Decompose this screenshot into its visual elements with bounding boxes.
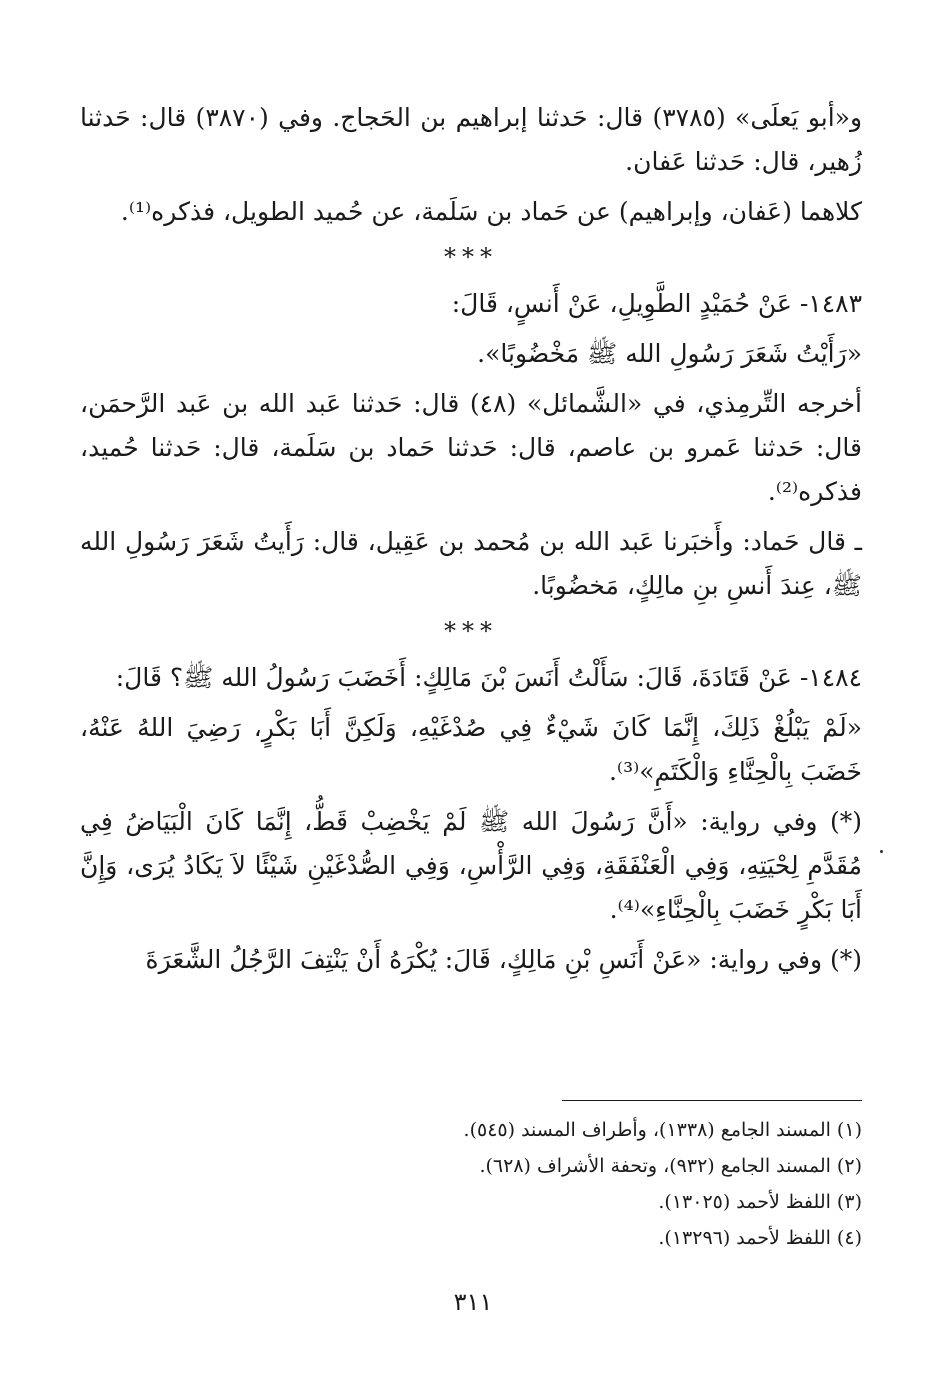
hadith-heading: ١٤٨٤- عَنْ قَتَادَةَ، قَالَ: سَأَلْتُ أَنَسَ بْنَ مَالِكٍ: أَخَضَبَ رَسُولُ الله ﷺ؟ قَالَ:: [115, 663, 862, 692]
narration-variant: (*) وفي رواية: «أَنَّ رَسُولَ الله ﷺ لَمْ يَخْضِبْ قَطُّ، إِنَّمَا كَانَ الْبَيَاضُ فِي مُقَدَّمِ لِحْيَتِهِ، وَفِي الْعَنْفَقَةِ، وَفِي الرَّأْسِ، وَفِي الصُّدْغَيْنِ شَيْئًا لاَ يَكَادُ يُرَى، وَإِنَّ أَبَا بَكْرٍ خَضَبَ بِالْحِنَّاءِ»⁽⁴⁾.: [80, 807, 862, 924]
paragraph: ـ قال حَماد: وأَخبَرنا عَبد الله بن مُحمد بن عَقِيل، قال: رَأَيتُ شَعَرَ رَسُولِ الله ﷺ، عِندَ أَنسِ بنِ مالِكٍ، مَخضُوبًا.: [80, 527, 862, 600]
section-separator: ***: [444, 243, 498, 271]
footnote: (٣) اللفظ لأحمد (١٣٠٢٥).: [658, 1191, 862, 1213]
hadith-heading: ١٤٨٣- عَنْ حُمَيْدٍ الطَّوِيلِ، عَنْ أَنسٍ، قَالَ:: [451, 289, 862, 318]
paragraph: كلاهما (عَفان، وإبراهيم) عن حَماد بن سَلَمة، عن حُميد الطويل، فذكره⁽¹⁾.: [120, 197, 862, 226]
paragraph: أخرجه التِّرمِذي، في «الشَّمائل» (٤٨) قال: حَدثنا عَبد الله بن عَبد الرَّحمَن، قال: حَدثنا عَمرو بن عاصم، قال: حَدثنا حَماد بن سَلَمة، قال: حَدثنا حُميد، فذكره⁽²⁾.: [80, 389, 862, 506]
section-separator: ***: [444, 617, 498, 645]
paragraph: و«أبو يَعلَى» (٣٧٨٥) قال: حَدثنا إبراهيم بن الحَجاج. وفي (٣٨٧٠) قال: حَدثنا زُهير، قال: حَدثنا عَفان.: [80, 103, 863, 176]
footnotes: [80, 1112, 862, 1256]
footnote: (٤) اللفظ لأحمد (١٣٢٩٦).: [658, 1227, 862, 1249]
page-number: ٣١١: [453, 1288, 493, 1316]
footnote: (١) المسند الجامع (١٣٣٨)، وأطراف المسند (٥٤٥).: [463, 1119, 862, 1141]
scan-speck: [880, 850, 883, 853]
narration-variant: (*) وفي رواية: «عَنْ أَنَسِ بْنِ مَالِكٍ، قَالَ: يُكْرَهُ أَنْ يَنْتِفَ الرَّجُلُ الشَّعَرَةَ: [145, 945, 862, 974]
hadith-text: «لَمْ يَبْلُغْ ذَلِكَ، إِنَّمَا كَانَ شَيْءٌ فِي صُدْغَيْهِ، وَلَكِنَّ أَبَا بَكْرٍ، رَضِيَ اللهُ عَنْهُ، خَضَبَ بِالْحِنَّاءِ وَالْكَتَمِ»⁽³⁾.: [80, 713, 862, 786]
footnote: (٢) المسند الجامع (٩٣٢)، وتحفة الأشراف (٦٢٨).: [479, 1155, 862, 1177]
hadith-text: «رَأَيْتُ شَعَرَ رَسُولِ الله ﷺ مَخْضُوبًا».: [477, 339, 862, 368]
footnote-rule: [562, 1100, 862, 1101]
